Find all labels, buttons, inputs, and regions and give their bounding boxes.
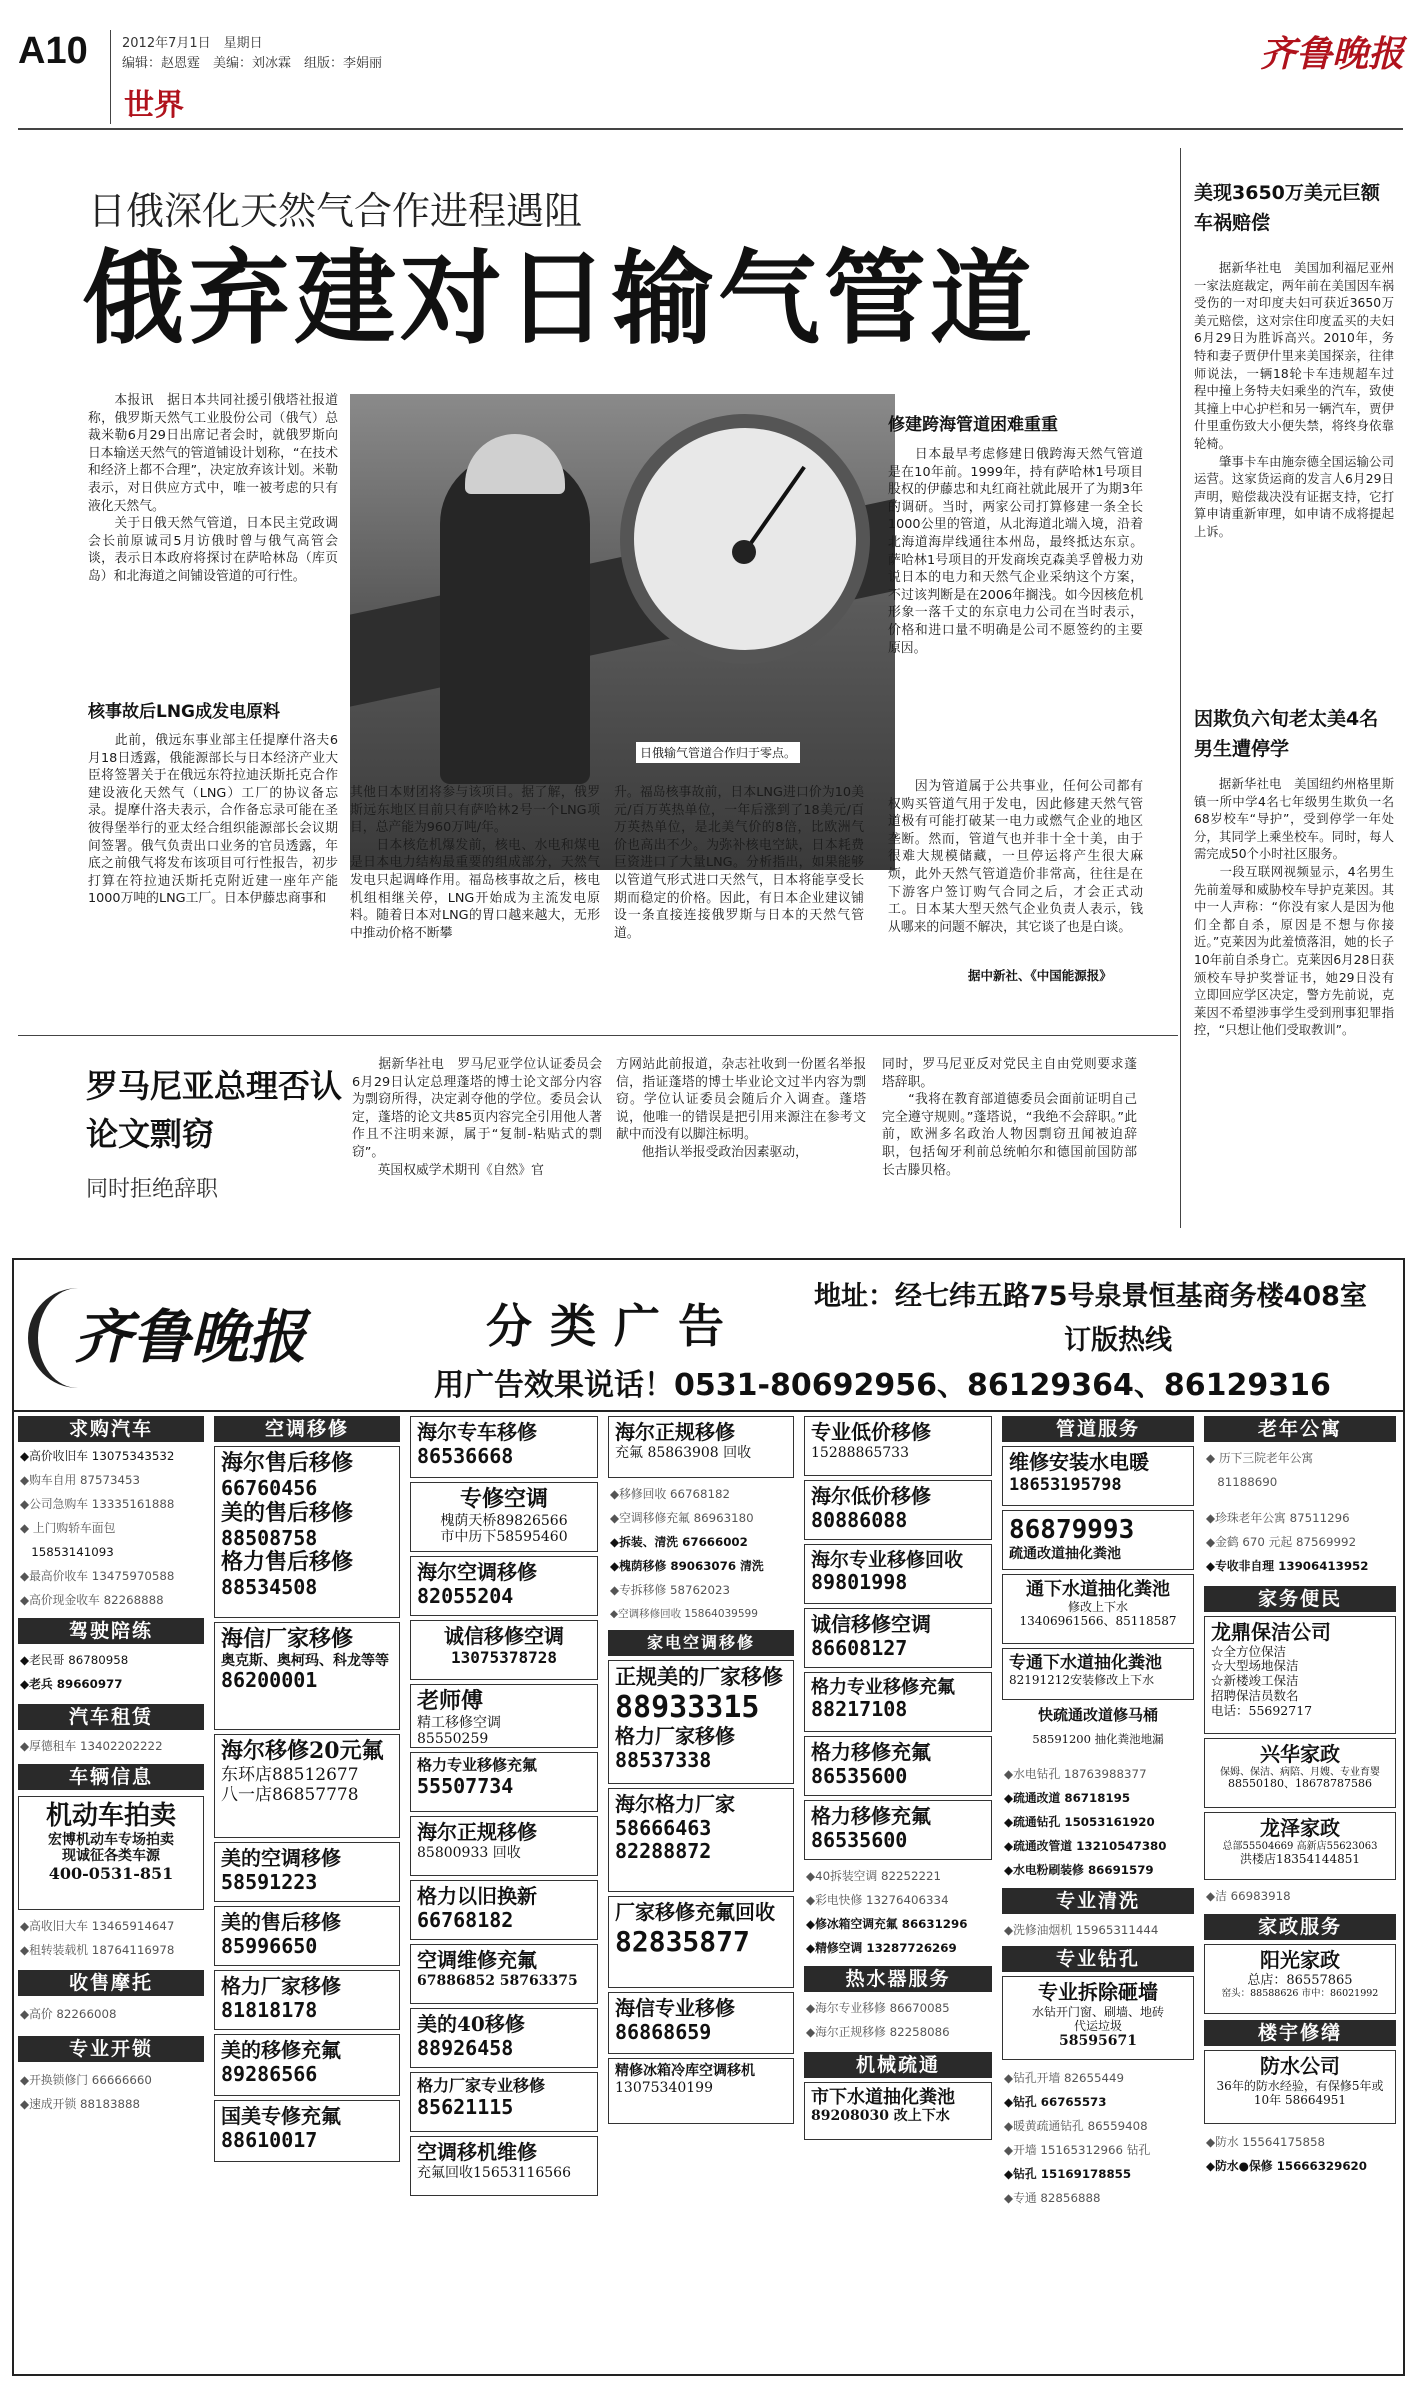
listing[interactable]: ◆疏通改管道 13210547380 <box>1004 1839 1167 1853</box>
page-header <box>0 0 1417 132</box>
listing[interactable]: ◆40拆装空调 82252221 <box>806 1869 942 1883</box>
listing[interactable]: ◆高收旧大车 13465914647 <box>20 1919 175 1933</box>
ads-col-7 <box>1204 1414 1400 2374</box>
listing[interactable]: ◆彩电快修 13276406334 <box>806 1893 949 1907</box>
ad-box[interactable]: 格力厂家移修 81818178 <box>214 1970 400 2030</box>
article-col1-p1: 本报讯 据日本共同社援引俄塔社报道称，俄罗斯天然气工业股份公司（俄气）总裁米勒6月29日出席记者会时，就俄罗斯向日本输送天然气的管道铺设计划称，“在技术和经济上都不合理”，决定放弃该计划。米勒表示，对日供应方式中，唯一被考虑的只有液化天然气。 关于日俄天然气管道，日本民主党政调会长前原诚司5月访俄时曾与俄气高管会谈，表示日本政府将探讨在萨哈林岛（库页岛）和北海道之间铺设管道的可行性。 <box>88 393 338 584</box>
listing[interactable]: ◆槐荫移修 89063076 清洗 <box>610 1559 764 1573</box>
ad-box[interactable]: 老师傅 精工移修空调 85550259 <box>410 1684 598 1748</box>
ad-box[interactable]: 维修安装水电暖 18653195798 <box>1002 1446 1194 1506</box>
cat-senior-home: 老年公寓 <box>1204 1416 1396 1442</box>
ad-box[interactable]: 海尔空调移修 82055204 <box>410 1556 598 1616</box>
article-col1-p2: 此前，俄远东事业部主任提摩什洛夫6月18日透露，俄能源部长与日本经济产业大臣将签署关于在俄远东符拉迪沃斯托克合作建设液化天然气（LNG）工厂的协议备忘录。提摩什洛夫表示，合作备忘录可能在圣彼得堡举行的亚太经合组织能源部长会议期间签署。俄气负责出口业务的官员透露，年底之前俄气将发布该项目可行性报告，初步打算在符拉迪沃斯托克附近建一座年产能1000万吨的LNG工厂。日本伊藤忠商事和 <box>88 733 338 907</box>
ad-box[interactable]: 防水公司 36年的防水经验，有保修5年或10年 58664951 <box>1204 2050 1396 2124</box>
cat-appliance: 家电空调移修 <box>608 1630 794 1656</box>
listing[interactable]: ◆空调移修充氟 86963180 <box>610 1511 754 1525</box>
ad-box[interactable]: 86879993 疏通改道抽化粪池 <box>1002 1510 1194 1570</box>
ad-box[interactable]: 海尔专车移修 86536668 <box>410 1416 598 1478</box>
listing[interactable]: ◆精修空调 13287726269 <box>806 1941 957 1955</box>
ad-box[interactable]: 诚信移修空调 86608127 <box>804 1608 992 1668</box>
ad-box[interactable]: 专通下水道抽化粪池 82191212安装修改上下水 <box>1002 1648 1194 1700</box>
cat-locksmith: 专业开锁 <box>18 2036 204 2062</box>
listing[interactable]: ◆高价现金收车 82268888 <box>20 1593 164 1607</box>
listing[interactable]: ◆最高价收车 13475970588 <box>20 1569 175 1583</box>
listing[interactable]: ◆海尔正规移修 82258086 <box>806 2025 950 2039</box>
listing[interactable]: ◆洗修油烟机 15965311444 <box>1004 1923 1159 1937</box>
listing[interactable]: ◆金鹤 670 元起 87569992 <box>1206 1535 1357 1549</box>
sidebar-news <box>1190 148 1400 1228</box>
listing[interactable]: ◆购车自用 87573453 <box>20 1473 141 1487</box>
ad-box[interactable]: 精修冰箱冷库空调移机 13075340199 <box>608 2058 794 2124</box>
ad-box[interactable]: 美的移修充氟 89286566 <box>214 2034 400 2096</box>
ad-box[interactable]: 海尔售后移修 66760456 美的售后移修 88508758 格力售后移修 88534508 <box>214 1446 400 1618</box>
ads-hotline-label: 订版热线 <box>1064 1325 1172 1356</box>
section-label: 世界 <box>124 88 184 123</box>
ads-col-6 <box>1002 1414 1198 2374</box>
romania-title: 罗马尼亚总理否认论文剽窃 <box>86 1067 343 1153</box>
listing[interactable]: ◆厚德租车 13402202222 <box>20 1739 163 1753</box>
cat-drain: 机械疏通 <box>804 2052 992 2078</box>
article-col3: 升。福岛核事故前，日本LNG进口价为10美元/百万英热单位，一年后涨到了18美元/百万英热单位，是北美气价的8倍，比欧洲气价也高出不少。为弥补核电空缺，日本耗费巨资进口了大量LNG。分析指出，如果能够以管道气形式进口天然气，日本将能享受长期而稳定的价格。因此，有日本企业建议铺设一条直接连接俄罗斯与日本的天然气管道。 <box>614 785 864 941</box>
cat-vehicle-info: 车辆信息 <box>18 1764 204 1790</box>
sidebar-text-2: 据新华社电 美国纽约州格里斯镇一所中学4名七年级男生欺负一名68岁校车“导护”，受到停学一年处分，其同学上乘坐校车。同时，每人需完成50个小时社区服务。 一段互联网视频显示，4名男生先前羞辱和威胁校车导护克莱因。其中一人声称：“你没有家人是因为他们全都自杀，原因是不想与你接近。”克莱因为此羞愤落泪，她的长子10年前自杀身亡。克莱因6月28日获颁校车导护奖誉证书，她29日没有立即回应学区决定，警方先前说，克莱因不希望涉事学生受到刑事犯罪指控，“只想让他们受取教训”。 <box>1194 777 1394 1038</box>
listing[interactable]: ◆移修回收 66768182 <box>610 1487 731 1501</box>
cat-household: 家务便民 <box>1204 1586 1396 1612</box>
auction-sub2: 现诚征各类车源 <box>62 1848 160 1865</box>
ad-box[interactable]: 正规美的厂家移修 88933315 格力厂家移修 88537338 <box>608 1660 794 1784</box>
article-col5: 因为管道属于公共事业，任何公司都有权购买管道气用于发电，因此修建天然气管道极有可能打破某一电力或燃气企业的地区垄断。然而，管道气也并非十全十美，由于很难大规模储藏，一旦停运将产生很大麻烦，此外天然气管道造价非常高，往往是在下游客户签订购气合同之后，才会正式动工。日本某大型天然气企业负责人表示，钱从哪来的问题不解决，其它谈了也是白谈。 <box>888 779 1143 935</box>
ad-box[interactable]: 海尔正规移修 充氟 85863908 回收 <box>608 1416 794 1478</box>
ads-col-1 <box>18 1414 208 2374</box>
ad-box[interactable]: 通下水道抽化粪池 修改上下水 13406961566、85118587 <box>1002 1574 1194 1644</box>
ad-box[interactable]: 空调移机维修 充氟回收15653116566 <box>410 2136 598 2196</box>
ads-col-2 <box>214 1414 404 2374</box>
article-headline: 俄弃建对日输气管道 <box>82 240 1036 359</box>
listing[interactable]: ◆防水●保修 15666329620 <box>1206 2159 1367 2173</box>
listing[interactable]: ◆老民哥 86780958 <box>20 1653 129 1667</box>
cat-motorcycle: 收售摩托 <box>18 1970 204 1996</box>
auction-ad[interactable] <box>18 1796 204 1910</box>
auction-phone: 400-0531-851 <box>48 1863 174 1883</box>
ad-box[interactable]: 格力移修充氟 86535600 <box>804 1800 992 1860</box>
ad-box[interactable]: 龙泽家政 总部55504669 高新店55623063 洪楼店18354144851 <box>1204 1812 1396 1880</box>
listing[interactable]: ◆钻孔 66765573 <box>1004 2095 1107 2109</box>
romania-article <box>18 1040 1178 1230</box>
listing[interactable]: ◆租转装载机 18764116978 <box>20 1943 175 1957</box>
listing[interactable]: ◆公司急购车 13335161888 <box>20 1497 175 1511</box>
sidebar-title-2: 因欺负六旬老太美4名男生遭停学 <box>1194 708 1379 760</box>
auction-title: 机动车拍卖 <box>45 1801 176 1831</box>
ad-box[interactable]: 兴华家政 保姆、保洁、病陪、月嫂、专业育婴 88550180、18678787586 <box>1204 1738 1396 1808</box>
ad-box[interactable]: 诚信移修空调 13075378728 <box>410 1620 598 1680</box>
page-number: A10 <box>18 30 88 72</box>
worker-figure <box>440 454 590 784</box>
ad-box[interactable]: 专修空调 槐荫天桥89826566 市中历下58595460 <box>410 1482 598 1552</box>
ad-box[interactable]: 海尔移修20元氟 东环店88512677 八一店86857778 <box>214 1734 400 1838</box>
listing[interactable]: ◆暖黄疏通钻孔 86559408 <box>1004 2119 1148 2133</box>
ad-box[interactable]: 格力以旧换新 66768182 <box>410 1880 598 1940</box>
ads-col-4 <box>608 1414 798 2374</box>
listing[interactable]: ◆专拆移修 58762023 <box>610 1583 731 1597</box>
listing[interactable]: ◆开墙 15165312966 钻孔 <box>1004 2143 1151 2157</box>
auction-sub: 宏博机动车专场拍卖 <box>48 1831 174 1848</box>
cat-housekeeping: 家政服务 <box>1204 1914 1396 1940</box>
listing[interactable]: ◆珍珠老年公寓 87511296 <box>1206 1511 1350 1525</box>
subhead-lng: 核事故后LNG成发电原料 <box>88 702 281 722</box>
listing[interactable]: ◆钻孔 15169178855 <box>1004 2167 1132 2181</box>
ad-box[interactable]: 国美专修充氟 88610017 <box>214 2100 400 2162</box>
listing[interactable]: ◆开换锁修门 66666660 <box>20 2073 152 2087</box>
ads-slogan: 用广告效果说话！0531-80692956、86129364、86129316 <box>434 1368 1331 1403</box>
pressure-gauge-icon <box>620 414 870 664</box>
ads-title: 分类广告 <box>486 1299 742 1353</box>
ad-box[interactable]: 格力专业移修充氟 55507734 <box>410 1752 598 1812</box>
romania-subtitle: 同时拒绝辞职 <box>86 1177 219 1202</box>
masthead-logo: 齐鲁晚报 <box>1260 33 1405 75</box>
sidebar-text-1: 据新华社电 美国加利福尼亚州一家法庭裁定，两年前在美国因车祸受伤的一对印度夫妇可获近3650万美元赔偿，这对宗住印度孟买的夫妇6月29日为胜诉高兴。2010年，务特和妻子贾伊什里来美国探亲，往律师说法，一辆18轮卡车违规超车过程中撞上务特夫妇乘坐的汽车，致使其撞上中心护栏和另一辆汽车，贾伊什里重伤致大小便失禁，将终身依靠轮椅。 肇事卡车由施奈德全国运输公司运营。这家货运商的发言人6月29日声明，赔偿裁决没有证据支持，它打算申请重新审理，如申请不成将提起上诉。 <box>1194 261 1394 539</box>
article-col2: 其他日本财团将参与该项目。据了解，俄罗斯远东地区目前只有萨哈林2号一个LNG项目，总产能为960万吨/年。 日本核危机爆发前，核电、水电和煤电是日本电力结构最重要的组成部分，天然气发电只起调峰作用。福岛核事故之后，核电机组相继关停，LNG开始成为主流发电原料。随着日本对LNG的胃口越来越大，无形中推动价格不断攀 <box>350 785 600 941</box>
main-article <box>18 148 1178 1028</box>
classified-ads <box>12 1258 1405 2376</box>
cat-driving: 驾驶陪练 <box>18 1618 204 1644</box>
article-col4: 日本最早考虑修建日俄跨海天然气管道是在10年前。1999年，持有萨哈林1号项目股权的伊藤忠和丸红商社就此展开了为期3年的调研。当时，两家公司打算修建一条全长1000公里的管道，从北海道北端入境，沿着北海道海岸线通往本州岛，最终抵达东京。萨哈林1号项目的开发商埃克森美孚曾极力劝说日本的电力和天然气企业采纳这个方案，不过该判断是在2006年搁浅。如今因核危机形象一落千丈的东京电力公司在当时表示，价格和进口量不明确是公司不愿签约的主要原因。 <box>888 447 1143 656</box>
listing[interactable]: ◆专收非自理 13906413952 <box>1206 1559 1369 1573</box>
ads-logo: 齐鲁晚报 <box>74 1303 307 1371</box>
romania-col1: 据新华社电 罗马尼亚学位认证委员会6月29日认定总理蓬塔的博士论文部分内容为剽窃所得，决定剥夺他的学位。委员会认定，蓬塔的论文共85页内容完全引用他人著作且不注明来源，属于“复制-粘贴式的剽窃”。 英国权威学术期刊《自然》官 <box>352 1057 602 1178</box>
photo-caption: 日俄输气管道合作归于零点。 <box>636 742 800 763</box>
listing[interactable]: ◆洁 66983918 <box>1206 1889 1291 1903</box>
listing[interactable]: ◆ 历下三院老年公寓 <box>1206 1451 1314 1465</box>
listing[interactable]: ◆疏通改道 86718195 <box>1004 1791 1131 1805</box>
ad-box[interactable]: 美的空调移修 58591223 <box>214 1842 400 1902</box>
cat-pipe: 管道服务 <box>1002 1416 1194 1442</box>
ad-box[interactable]: 美的售后移修 85996650 <box>214 1906 400 1966</box>
ad-box[interactable]: 专业拆除砸墙 水钻开门窗、刷墙、地砖 代运垃圾 58595671 <box>1002 1976 1194 2060</box>
worker-helmet <box>465 434 565 494</box>
cat-drilling: 专业钻孔 <box>1002 1946 1194 1972</box>
listing[interactable]: ◆水电粉刷装修 86691579 <box>1004 1863 1154 1877</box>
editor-credits: 编辑：赵恩霆 美编：刘冰霖 组版：李娟丽 <box>122 56 383 71</box>
article-kicker: 日俄深化天然气合作进程遇阻 <box>88 189 583 233</box>
listing[interactable]: ◆高价 82266008 <box>20 2007 117 2021</box>
cat-car-buy: 求购汽车 <box>18 1416 204 1442</box>
ad-box[interactable]: 海信专业移修 86868659 <box>608 1992 794 2054</box>
ad-box[interactable]: 格力专业移修充氟 88217108 <box>804 1672 992 1732</box>
ad-box[interactable]: 厂家移修充氟回收 82835877 <box>608 1896 794 1988</box>
listing[interactable]: ◆防水 15564175858 <box>1206 2135 1325 2149</box>
ad-box[interactable]: 美的40移修 88926458 <box>410 2008 598 2068</box>
listing[interactable]: 15853141093 <box>20 1545 114 1559</box>
issue-date: 2012年7月1日 星期日 <box>122 36 263 51</box>
romania-col2: 方网站此前报道，杂志社收到一份匿名举报信，指证蓬塔的博士毕业论文过半内容为剽窃。学位认证委员会随后介入调查。蓬塔说，他唯一的错误是把引用来源注在参考文献中而没有以脚注标明。 他指认举报受政治因素驱动， <box>616 1057 866 1160</box>
ad-box[interactable]: 海尔专业移修回收 89801998 <box>804 1544 992 1604</box>
ads-address: 地址：经七纬五路75号泉景恒基商务楼408室 <box>814 1281 1367 1312</box>
cat-building-repair: 楼宇修缮 <box>1204 2020 1396 2046</box>
ads-col-5 <box>804 1414 996 2374</box>
listing[interactable]: ◆钻孔开墙 82655449 <box>1004 2071 1125 2085</box>
article-source: 据中新社、《中国能源报》 <box>968 968 1112 983</box>
listing[interactable]: ◆拆装、清洗 67666002 <box>610 1535 748 1549</box>
listing[interactable]: ◆空调移修回收 15864039599 <box>610 1608 758 1620</box>
cat-water-heater: 热水器服务 <box>804 1966 992 1992</box>
listing[interactable]: ◆水电钻孔 18763988377 <box>1004 1767 1147 1781</box>
sidebar-title-1: 美现3650万美元巨额车祸赔偿 <box>1194 182 1380 234</box>
ad-box[interactable]: 格力移修充氟 86535600 <box>804 1736 992 1796</box>
ad-box[interactable]: 空调维修充氟 67886852 58763375 <box>410 1944 598 2004</box>
listing[interactable]: ◆速成开锁 88183888 <box>20 2097 141 2111</box>
ads-logo-swoosh <box>28 1288 78 1388</box>
ad-box[interactable]: 阳光家政 总店：86557865 窑头：88588626 市中：86021992 <box>1204 1944 1396 2014</box>
subhead-pipeline: 修建跨海管道困难重重 <box>888 415 1058 435</box>
ad-box[interactable]: 专业低价移修 15288865733 <box>804 1416 992 1476</box>
listing[interactable]: ◆专通 82856888 <box>1004 2191 1101 2205</box>
listing[interactable]: ◆老兵 89660977 <box>20 1677 123 1691</box>
listing[interactable]: ◆海尔专业移修 86670085 <box>806 2001 950 2015</box>
ad-text[interactable]: 快疏通改道修马桶 58591200 抽化粪池地漏 <box>1032 1706 1164 1746</box>
cat-ac-repair: 空调移修 <box>214 1416 400 1442</box>
ad-box[interactable]: 海尔低价移修 80886088 <box>804 1480 992 1540</box>
ad-box[interactable]: 市下水道抽化粪池 89208030 改上下水 <box>804 2082 992 2140</box>
cat-car-rental: 汽车租赁 <box>18 1704 204 1730</box>
ad-box[interactable]: 海尔格力厂家 58666463 82288872 <box>608 1788 794 1892</box>
listing[interactable]: ◆疏通钻孔 15053161920 <box>1004 1815 1155 1829</box>
listing[interactable]: ◆ 上门购轿车面包 <box>20 1521 116 1535</box>
ad-box[interactable]: 格力厂家专业移修 85621115 <box>410 2072 598 2132</box>
listing[interactable]: ◆修冰箱空调充氟 86631296 <box>806 1917 968 1931</box>
ads-col-3 <box>410 1414 602 2374</box>
ad-box[interactable]: 海信厂家移修 奥克斯、奥柯玛、科龙等等 86200001 <box>214 1622 400 1730</box>
cat-cleaning: 专业清洗 <box>1002 1888 1194 1914</box>
romania-col3: 同时，罗马尼亚反对党民主自由党则要求蓬塔辞职。 “我将在教育部道德委员会面前证明自己完全遵守规则。”蓬塔说，“我绝不会辞职。”此前，欧洲多名政治人物因剽窃丑闻被迫辞职，包括匈牙利前总统帕尔和德国前国防部长古滕贝格。 <box>882 1057 1137 1178</box>
ad-box[interactable]: 海尔正规移修 85800933 回收 <box>410 1816 598 1876</box>
listing[interactable]: 81188690 <box>1206 1475 1278 1489</box>
ad-box[interactable]: 龙鼎保洁公司 ☆全方位保洁 ☆大型场地保洁 ☆新楼竣工保洁 招聘保洁员数名 电话：55692717 <box>1204 1616 1396 1734</box>
listing[interactable]: ◆高价收旧车 13075343532 <box>20 1449 175 1463</box>
